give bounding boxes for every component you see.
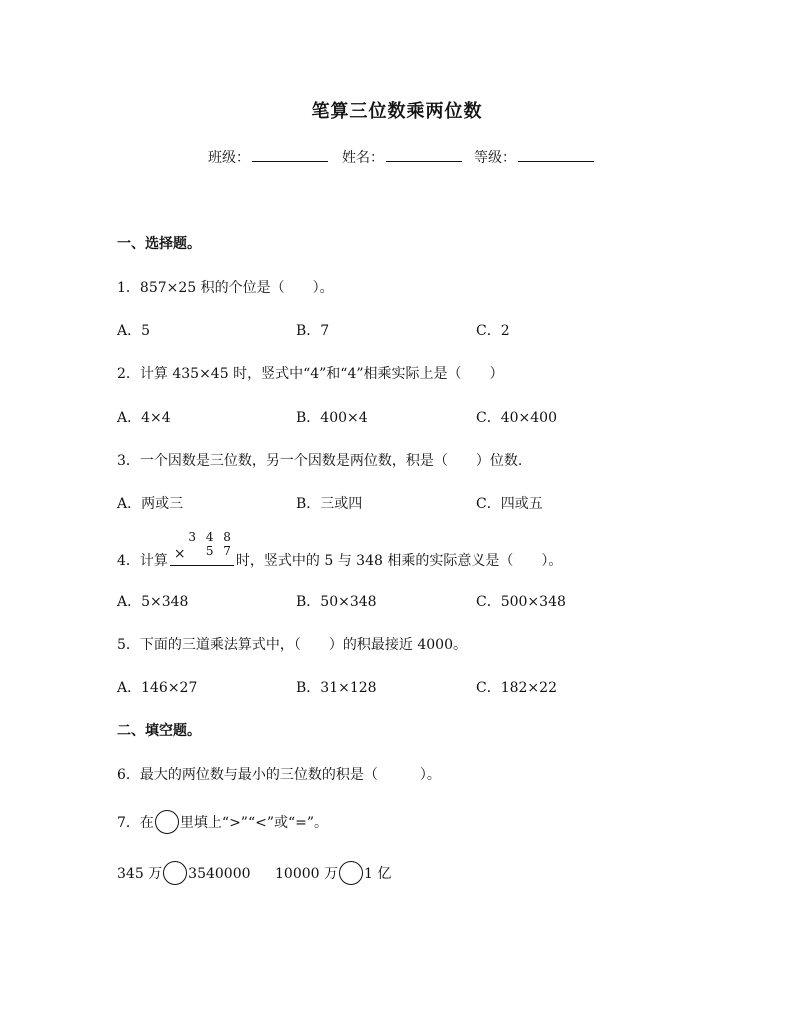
q4-option-b[interactable]: B．50×348	[296, 594, 377, 610]
question-4	[117, 530, 563, 570]
compare-1-circle[interactable]	[163, 861, 187, 885]
compare-item-2	[275, 862, 391, 886]
name-field	[342, 147, 462, 167]
q3-option-c[interactable]: C．四或五	[476, 496, 543, 512]
vmul-bottom-digits: 5 7	[205, 544, 234, 558]
q1-option-b[interactable]: B．7	[296, 323, 330, 339]
q3-option-a[interactable]: A．两或三	[117, 496, 184, 512]
question-1: 1．857×25 积的个位是（ ）。	[117, 280, 334, 296]
q4-suffix: 时，竖式中的 5 与 348 相乘的实际意义是（ ）。	[235, 553, 563, 569]
q2-option-b[interactable]: B．400×4	[296, 410, 368, 426]
class-field	[208, 147, 328, 167]
question-2: 2．计算 435×45 时，竖式中“4”和“4”相乘实际上是（ ）	[117, 366, 504, 382]
q4-option-a[interactable]: A．5×348	[117, 594, 189, 610]
grade-label: 等级：	[474, 150, 516, 166]
q7-prefix: 7．在	[117, 815, 154, 831]
vmul-times-sign: ×	[173, 546, 186, 562]
vertical-multiplication	[170, 530, 234, 570]
vmul-underline	[170, 565, 234, 566]
question-3: 3．一个因数是三位数，另一个因数是两位数，积是（ ）位数.	[117, 453, 523, 469]
grade-field	[474, 147, 594, 167]
section-choice-title: 一、选择题。	[117, 236, 201, 252]
q4-prefix: 4．计算	[117, 553, 168, 569]
q1-option-c[interactable]: C．2	[476, 323, 510, 339]
q5-option-b[interactable]: B．31×128	[296, 680, 377, 696]
q7-suffix: 里填上“>”“<”或“=”。	[179, 815, 329, 831]
question-5: 5．下面的三道乘法算式中，（ ）的积最接近 4000。	[117, 637, 467, 653]
question-7	[117, 811, 328, 835]
q1-option-a[interactable]: A．5	[117, 323, 151, 339]
circle-blank	[155, 810, 179, 834]
q2-option-c[interactable]: C．40×400	[476, 410, 557, 426]
vmul-top-digits: 3 4 8	[188, 530, 234, 544]
compare-2-circle[interactable]	[339, 861, 363, 885]
q5-option-c[interactable]: C．182×22	[476, 680, 557, 696]
compare-2-left: 10000 万	[275, 866, 338, 882]
compare-2-right: 1 亿	[364, 866, 392, 882]
grade-blank[interactable]	[518, 147, 594, 162]
class-label: 班级：	[208, 150, 250, 166]
q4-option-c[interactable]: C．500×348	[476, 594, 566, 610]
section-fill-title: 二、填空题。	[117, 723, 201, 739]
question-6: 6．最大的两位数与最小的三位数的积是（ ）。	[117, 767, 441, 783]
page-title: 笔算三位数乘两位数	[311, 101, 483, 122]
class-blank[interactable]	[252, 147, 328, 162]
q2-option-a[interactable]: A．4×4	[117, 410, 171, 426]
compare-1-right: 3540000	[188, 866, 251, 882]
q5-option-a[interactable]: A．146×27	[117, 680, 198, 696]
name-label: 姓名：	[342, 150, 384, 166]
compare-item-1	[117, 862, 251, 886]
q3-option-b[interactable]: B．三或四	[296, 496, 363, 512]
compare-1-left: 345 万	[117, 866, 163, 882]
name-blank[interactable]	[386, 147, 462, 162]
